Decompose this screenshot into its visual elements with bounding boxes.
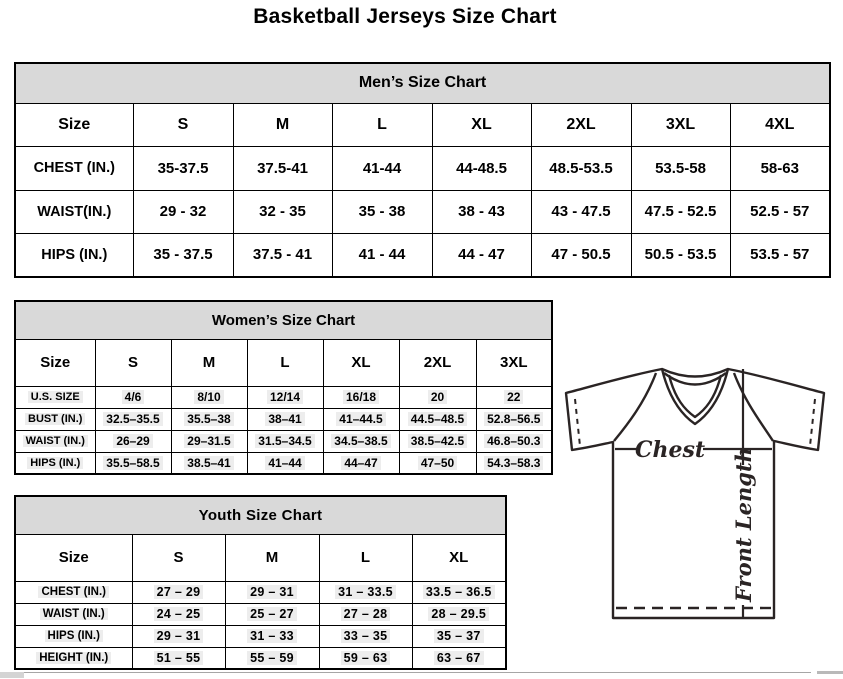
cell-value: 25 – 27 [247, 607, 297, 621]
table-row [15, 430, 552, 452]
cell-value: 35.5–58.5 [103, 456, 162, 470]
cell-value: 59 – 63 [341, 651, 391, 665]
cell-value: 29 – 31 [154, 629, 204, 643]
column-header: L [332, 103, 432, 146]
youth-size-table [14, 495, 507, 670]
row-label-text: HEIGHT (IN.) [36, 652, 111, 664]
chest-label: Chest [634, 437, 706, 463]
cell-value: 44.5–48.5 [408, 412, 467, 426]
table-cell [247, 452, 323, 474]
table-cell [247, 386, 323, 408]
table-cell: 32 - 35 [233, 190, 332, 233]
table-cell [171, 452, 247, 474]
horizontal-scrollbar-track[interactable] [8, 672, 811, 673]
table-cell [132, 581, 225, 603]
table-cell: 35-37.5 [133, 146, 233, 190]
table-cell [171, 430, 247, 452]
column-header: 3XL [631, 103, 730, 146]
table-cell: 29 - 32 [133, 190, 233, 233]
jersey-diagram [556, 362, 840, 624]
row-label-text: HIPS (IN.) [27, 457, 83, 469]
cell-value: 4/6 [122, 390, 145, 404]
cell-value: 16/18 [343, 390, 379, 404]
cell-value: 54.3–58.3 [484, 456, 543, 470]
table-cell [412, 625, 506, 647]
table-cell: 35 - 37.5 [133, 233, 233, 277]
table-row [15, 190, 830, 233]
table-cell [171, 408, 247, 430]
cell-value: 47–50 [418, 456, 457, 470]
table-cell [476, 408, 552, 430]
table-cell [132, 647, 225, 669]
table-cell: 47 - 50.5 [531, 233, 631, 277]
column-header: 2XL [531, 103, 631, 146]
table-row [15, 233, 830, 277]
table-cell [225, 625, 319, 647]
cell-value: 52.8–56.5 [484, 412, 543, 426]
table-cell: 53.5 - 57 [730, 233, 830, 277]
cell-value: 34.5–38.5 [331, 434, 390, 448]
table-cell: 48.5-53.5 [531, 146, 631, 190]
table-cell [95, 430, 171, 452]
table-row [15, 408, 552, 430]
cell-value: 31.5–34.5 [255, 434, 314, 448]
table-cell: 53.5-58 [631, 146, 730, 190]
column-header: M [233, 103, 332, 146]
table-row [15, 103, 830, 146]
cell-value: 31 – 33.5 [335, 585, 396, 599]
row-label-text: HIPS (IN.) [45, 630, 103, 642]
table-cell [412, 647, 506, 669]
row-label [15, 408, 95, 430]
table-cell [412, 581, 506, 603]
table-cell [399, 408, 476, 430]
table-cell [319, 647, 412, 669]
table-cell: 52.5 - 57 [730, 190, 830, 233]
row-label [15, 430, 95, 452]
table-row [15, 581, 506, 603]
jersey-outline [566, 369, 824, 618]
table-cell: 41 - 44 [332, 233, 432, 277]
row-label-text: BUST (IN.) [25, 413, 85, 425]
table-cell [399, 452, 476, 474]
row-label [15, 647, 132, 669]
table-cell [95, 452, 171, 474]
table-cell: 41-44 [332, 146, 432, 190]
table-cell [476, 452, 552, 474]
table-cell [399, 386, 476, 408]
row-label [15, 386, 95, 408]
table-row [15, 603, 506, 625]
cell-value: 22 [504, 390, 523, 404]
column-header: 3XL [476, 339, 552, 386]
column-header: L [319, 534, 412, 581]
cell-value: 38.5–41 [184, 456, 233, 470]
table-cell: 43 - 47.5 [531, 190, 631, 233]
column-header: XL [323, 339, 399, 386]
column-header: Size [15, 339, 95, 386]
row-label-text: U.S. SIZE [28, 391, 83, 403]
cell-value: 31 – 33 [247, 629, 297, 643]
table-cell [476, 386, 552, 408]
cell-value: 27 – 29 [154, 585, 204, 599]
cell-value: 26–29 [113, 434, 152, 448]
table-row [15, 625, 506, 647]
column-header: M [225, 534, 319, 581]
mens-table-title: Men’s Size Chart [15, 63, 830, 103]
table-cell: 44 - 47 [432, 233, 531, 277]
cell-value: 41–44 [265, 456, 304, 470]
cell-value: 44–47 [341, 456, 380, 470]
cell-value: 55 – 59 [247, 651, 297, 665]
table-cell [412, 603, 506, 625]
row-label-text: CHEST (IN.) [38, 586, 109, 598]
cell-value: 33.5 – 36.5 [423, 585, 495, 599]
column-header: Size [15, 534, 132, 581]
table-row [15, 452, 552, 474]
column-header: XL [432, 103, 531, 146]
column-header: S [133, 103, 233, 146]
cell-value: 12/14 [267, 390, 303, 404]
table-cell: 44-48.5 [432, 146, 531, 190]
cell-value: 51 – 55 [154, 651, 204, 665]
table-cell: 47.5 - 52.5 [631, 190, 730, 233]
cell-value: 41–44.5 [336, 412, 385, 426]
table-row [15, 339, 552, 386]
table-row [15, 146, 830, 190]
table-cell [399, 430, 476, 452]
womens-table-title: Women’s Size Chart [15, 301, 552, 339]
column-header: XL [412, 534, 506, 581]
page-title: Basketball Jerseys Size Chart [253, 5, 557, 28]
cell-value: 38.5–42.5 [408, 434, 467, 448]
table-row [15, 534, 506, 581]
row-label [15, 452, 95, 474]
cell-value: 24 – 25 [154, 607, 204, 621]
cell-value: 29 – 31 [247, 585, 297, 599]
cell-value: 33 – 35 [341, 629, 391, 643]
cell-value: 28 – 29.5 [428, 607, 489, 621]
horizontal-scrollbar-end[interactable] [817, 671, 843, 674]
column-header: S [132, 534, 225, 581]
column-header: Size [15, 103, 133, 146]
cell-value: 35 – 37 [434, 629, 484, 643]
womens-size-table [14, 300, 553, 475]
table-cell: 50.5 - 53.5 [631, 233, 730, 277]
column-header: S [95, 339, 171, 386]
column-header: L [247, 339, 323, 386]
table-cell [323, 386, 399, 408]
table-row [15, 386, 552, 408]
cell-value: 8/10 [194, 390, 223, 404]
row-label: WAIST(IN.) [15, 190, 133, 233]
row-label [15, 625, 132, 647]
table-cell [319, 581, 412, 603]
table-cell: 37.5-41 [233, 146, 332, 190]
table-cell [225, 647, 319, 669]
mens-size-table [14, 62, 831, 278]
row-label: CHEST (IN.) [15, 146, 133, 190]
cell-value: 35.5–38 [184, 412, 233, 426]
row-label: HIPS (IN.) [15, 233, 133, 277]
table-cell [95, 386, 171, 408]
table-cell [247, 408, 323, 430]
cell-value: 32.5–35.5 [103, 412, 162, 426]
row-label [15, 603, 132, 625]
row-label [15, 581, 132, 603]
horizontal-scrollbar-thumb[interactable] [0, 672, 24, 678]
column-header: 2XL [399, 339, 476, 386]
table-cell [95, 408, 171, 430]
column-header: 4XL [730, 103, 830, 146]
column-header: M [171, 339, 247, 386]
row-label-text: WAIST (IN.) [23, 435, 88, 447]
table-cell [132, 603, 225, 625]
table-cell [323, 430, 399, 452]
cell-value: 63 – 67 [434, 651, 484, 665]
table-cell [225, 581, 319, 603]
youth-table-title: Youth Size Chart [15, 496, 506, 534]
table-cell: 38 - 43 [432, 190, 531, 233]
table-cell [323, 408, 399, 430]
table-cell [247, 430, 323, 452]
front-length-label: Front Length [731, 447, 756, 602]
cell-value: 29–31.5 [184, 434, 233, 448]
table-cell [323, 452, 399, 474]
table-cell [319, 625, 412, 647]
table-cell [476, 430, 552, 452]
cell-value: 20 [428, 390, 447, 404]
table-cell: 35 - 38 [332, 190, 432, 233]
cell-value: 46.8–50.3 [484, 434, 543, 448]
table-cell [225, 603, 319, 625]
row-label-text: WAIST (IN.) [40, 608, 108, 620]
cell-value: 27 – 28 [341, 607, 391, 621]
table-cell: 37.5 - 41 [233, 233, 332, 277]
table-cell [319, 603, 412, 625]
table-cell: 58-63 [730, 146, 830, 190]
table-cell [171, 386, 247, 408]
table-row [15, 647, 506, 669]
cell-value: 38–41 [265, 412, 304, 426]
table-cell [132, 625, 225, 647]
